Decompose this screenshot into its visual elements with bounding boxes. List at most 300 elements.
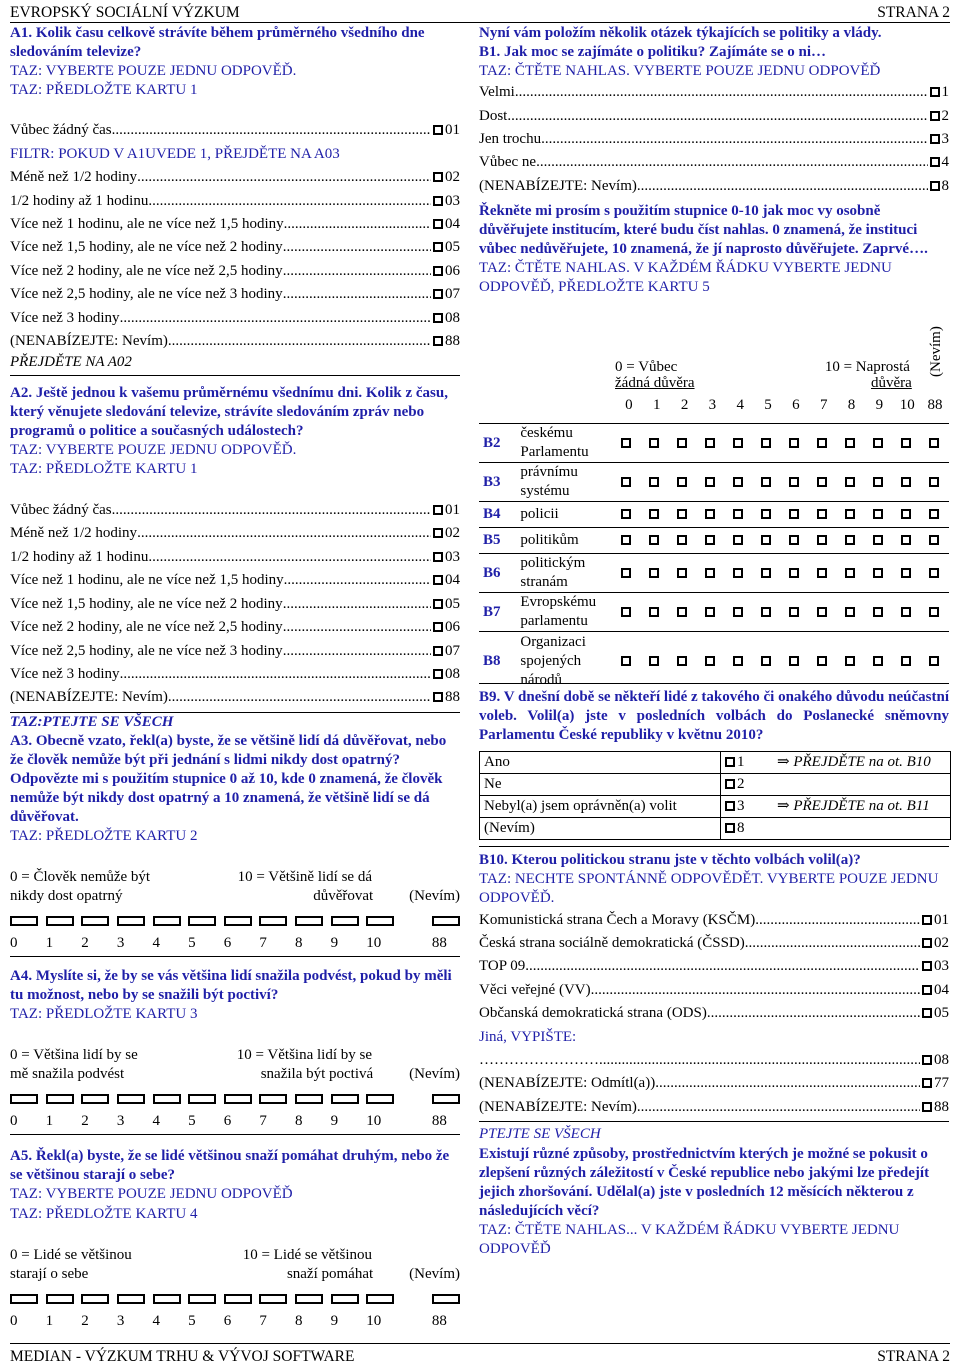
option-label: Vůbec žádný čas bbox=[10, 502, 112, 519]
answer-option[interactable] bbox=[10, 143, 460, 166]
b2-checkbox-icon[interactable] bbox=[733, 509, 743, 519]
b2-checkbox-icon[interactable] bbox=[901, 438, 911, 448]
b9-label: Ano bbox=[480, 752, 721, 774]
checkbox-icon[interactable] bbox=[922, 985, 932, 995]
leader-dots bbox=[283, 593, 431, 616]
checkbox-icon[interactable] bbox=[433, 125, 443, 135]
checkbox-icon[interactable] bbox=[922, 1008, 932, 1018]
answer-option[interactable] bbox=[479, 1072, 949, 1095]
code-text: 06 bbox=[445, 262, 460, 279]
b2-checkbox-icon[interactable] bbox=[621, 438, 631, 448]
a3-title bbox=[10, 732, 460, 827]
answer-option[interactable] bbox=[479, 979, 949, 1002]
answer-option[interactable] bbox=[10, 640, 460, 663]
scale-checkbox-icon[interactable] bbox=[117, 1294, 145, 1304]
b2-checkbox-icon[interactable] bbox=[677, 568, 687, 578]
checkbox-icon[interactable] bbox=[922, 1055, 932, 1065]
a5-inst2: TAZ: PŘEDLOŽTE KARTU 4 bbox=[10, 1205, 198, 1222]
b2-checkbox-icon[interactable] bbox=[873, 438, 883, 448]
b2-checkbox-icon[interactable] bbox=[789, 568, 799, 578]
scale-checkbox-icon[interactable] bbox=[432, 1094, 460, 1104]
checkbox-icon[interactable] bbox=[433, 336, 443, 346]
checkbox-icon[interactable] bbox=[433, 313, 443, 323]
b2-high bbox=[823, 359, 912, 391]
scale-checkbox-icon[interactable] bbox=[81, 916, 109, 926]
b2-checkbox-icon[interactable] bbox=[873, 607, 883, 617]
scale-checkbox-icon[interactable] bbox=[259, 1094, 287, 1104]
b2-checkbox-icon[interactable] bbox=[817, 477, 827, 487]
b2-checkbox-icon[interactable] bbox=[929, 438, 939, 448]
answer-option[interactable] bbox=[479, 1096, 949, 1119]
option-code bbox=[920, 1072, 949, 1095]
code-text: 02 bbox=[934, 935, 949, 952]
answer-option[interactable] bbox=[479, 128, 949, 151]
scale-checkbox-icon[interactable] bbox=[10, 916, 38, 926]
answer-option[interactable] bbox=[10, 546, 460, 569]
b2-checkbox-icon[interactable] bbox=[733, 607, 743, 617]
b9-checkbox-icon[interactable] bbox=[725, 757, 735, 767]
answer-option[interactable] bbox=[10, 593, 460, 616]
answer-option[interactable] bbox=[10, 569, 460, 592]
b2-checkbox-icon[interactable] bbox=[901, 656, 911, 666]
b2-checkbox-icon[interactable] bbox=[929, 535, 939, 545]
scale-checkbox-icon[interactable] bbox=[366, 1094, 394, 1104]
checkbox-icon[interactable] bbox=[922, 1078, 932, 1088]
b2-checkbox-icon[interactable] bbox=[761, 535, 771, 545]
scale-number: 88 bbox=[431, 1312, 447, 1329]
b2-checkbox-icon[interactable] bbox=[621, 477, 631, 487]
checkbox-icon[interactable] bbox=[433, 552, 443, 562]
code-text: 05 bbox=[445, 595, 460, 612]
arrow-right-icon: ⇒ bbox=[777, 798, 794, 815]
b2-checkbox-icon[interactable] bbox=[845, 656, 855, 666]
scale-number: 1 bbox=[45, 1113, 54, 1130]
b2-inst: TAZ: ČTĚTE NAHLAS. V KAŽDÉM ŘÁDKU VYBERTE JEDNU ODPOVĚĎ, PŘEDLOŽTE KARTU 5 bbox=[479, 260, 892, 296]
a5-scale bbox=[10, 1246, 460, 1332]
checkbox-icon[interactable] bbox=[433, 172, 443, 182]
option-code bbox=[431, 119, 460, 142]
scale-checkbox-icon[interactable] bbox=[432, 1294, 460, 1304]
answer-option[interactable] bbox=[479, 955, 949, 978]
checkbox-icon[interactable] bbox=[433, 289, 443, 299]
option-label: Více než 1 hodinu, ale ne více než 1,5 hodiny bbox=[10, 216, 284, 233]
answer-option[interactable] bbox=[10, 499, 460, 522]
answer-option[interactable] bbox=[10, 663, 460, 686]
scale-number: 9 bbox=[330, 1312, 339, 1329]
scale-number: 10 bbox=[366, 1113, 382, 1130]
b1-title: B1. Jak moc se zajímáte o politiku? Zajímáte se o ni… bbox=[479, 44, 827, 60]
option-label: Více než 1,5 hodiny, ale ne více než 2 hodiny bbox=[10, 595, 283, 612]
checkbox-icon[interactable] bbox=[433, 646, 443, 656]
scale-number: 3 bbox=[116, 1312, 125, 1329]
code-text: 4 bbox=[941, 154, 949, 171]
b2-checkbox-icon[interactable] bbox=[929, 656, 939, 666]
b2-checkbox-icon[interactable] bbox=[733, 438, 743, 448]
leader-dots bbox=[707, 1002, 920, 1025]
option-label: …………………… bbox=[479, 1052, 599, 1069]
option-label: Více než 3 hodiny bbox=[10, 665, 120, 682]
scale-checkbox-icon[interactable] bbox=[224, 1294, 252, 1304]
checkbox-icon[interactable] bbox=[922, 938, 932, 948]
b9-code: 8 bbox=[737, 820, 745, 837]
b2-checkbox-icon[interactable] bbox=[733, 656, 743, 666]
code-text: 06 bbox=[445, 619, 460, 636]
option-label: (NENABÍZEJTE: Nevím) bbox=[10, 689, 168, 706]
answer-option[interactable] bbox=[10, 522, 460, 545]
b2-checkbox-icon[interactable] bbox=[705, 535, 715, 545]
b2-checkbox-icon[interactable] bbox=[649, 607, 659, 617]
b2-checkbox-icon[interactable] bbox=[649, 509, 659, 519]
b2-checkbox-icon[interactable] bbox=[873, 535, 883, 545]
answer-option[interactable] bbox=[10, 213, 460, 236]
scale-checkbox-icon[interactable] bbox=[117, 1094, 145, 1104]
b2-scale-number: 5 bbox=[764, 397, 772, 414]
b2-checkbox-icon[interactable] bbox=[901, 535, 911, 545]
b2-row-label-a: policii bbox=[520, 506, 559, 523]
b2-checkbox-icon[interactable] bbox=[845, 607, 855, 617]
b2-checkbox-icon[interactable] bbox=[817, 438, 827, 448]
answer-option[interactable] bbox=[10, 260, 460, 283]
b2-checkbox-icon[interactable] bbox=[901, 477, 911, 487]
answer-option[interactable] bbox=[479, 1049, 949, 1072]
b2-scale-number: 6 bbox=[792, 397, 800, 414]
b9-row[interactable] bbox=[480, 818, 951, 840]
checkbox-icon[interactable] bbox=[930, 181, 940, 191]
option-code bbox=[431, 213, 460, 236]
b2-high-a: 10 = Naprostá bbox=[824, 359, 910, 376]
option-label: Více než 2 hodiny, ale ne více než 2,5 hodiny bbox=[10, 619, 283, 636]
checkbox-icon[interactable] bbox=[930, 134, 940, 144]
scale-checkbox-icon[interactable] bbox=[153, 916, 181, 926]
b2-checkbox-icon[interactable] bbox=[649, 438, 659, 448]
b2-row-code: B3 bbox=[483, 473, 501, 490]
checkbox-icon[interactable] bbox=[433, 669, 443, 679]
scale-number: 7 bbox=[259, 1113, 267, 1130]
a2-inst1: TAZ: VYBERTE POUZE JEDNU ODPOVĚĎ. bbox=[10, 441, 297, 458]
scale-checkbox-icon[interactable] bbox=[224, 1094, 252, 1104]
b2-row-label-b: spojených národů bbox=[520, 652, 582, 688]
b2-checkbox-icon[interactable] bbox=[677, 477, 687, 487]
b2-grid bbox=[479, 297, 949, 697]
b2-title: Řekněte mi prosím s použitím stupnice 0-10 jak moc vy osobně důvěřujete institucím, které budu číst nahlas. 0 znamená, že instituci vůbec nedůvěřujete, 10 znamená, že jí naprosto důvěřujete. Zaprvé…. bbox=[479, 203, 928, 258]
b2-checkbox-icon[interactable] bbox=[845, 535, 855, 545]
b2-checkbox-icon[interactable] bbox=[929, 568, 939, 578]
code-text: 04 bbox=[445, 216, 460, 233]
checkbox-icon[interactable] bbox=[922, 1102, 932, 1112]
b2-checkbox-icon[interactable] bbox=[789, 535, 799, 545]
option-code bbox=[920, 955, 949, 978]
b2-checkbox-icon[interactable] bbox=[705, 568, 715, 578]
b2-checkbox-icon[interactable] bbox=[789, 438, 799, 448]
option-label: FILTR: POKUD V A1UVEDE 1, PŘEJDĚTE NA A03 bbox=[10, 145, 340, 162]
scale-number: 2 bbox=[81, 935, 89, 952]
scale-checkbox-icon[interactable] bbox=[259, 1294, 287, 1304]
b9-row[interactable] bbox=[480, 774, 951, 796]
a3-taz: TAZ:PTEJTE SE VŠECH bbox=[10, 713, 174, 730]
scale-checkbox-icon[interactable] bbox=[295, 1294, 323, 1304]
scale-checkbox-icon[interactable] bbox=[366, 916, 394, 926]
header-page: STRANA 2 bbox=[877, 4, 950, 21]
b2-row-label-a: právnímu bbox=[520, 464, 578, 481]
a5-dk: (Nevím) bbox=[409, 1265, 460, 1282]
checkbox-icon[interactable] bbox=[930, 157, 940, 167]
answer-option[interactable] bbox=[479, 81, 949, 104]
b2-checkbox-icon[interactable] bbox=[761, 656, 771, 666]
b2-checkbox-icon[interactable] bbox=[845, 438, 855, 448]
a4-boxes bbox=[10, 1084, 460, 1110]
answer-option[interactable] bbox=[479, 1002, 949, 1025]
scale-checkbox-icon[interactable] bbox=[188, 916, 216, 926]
leader-dots bbox=[112, 499, 431, 522]
checkbox-icon[interactable] bbox=[433, 505, 443, 515]
b2-row-label-b: systému bbox=[520, 483, 570, 500]
b2-checkbox-icon[interactable] bbox=[929, 477, 939, 487]
b2-checkbox-icon[interactable] bbox=[817, 656, 827, 666]
b2-checkbox-icon[interactable] bbox=[789, 477, 799, 487]
scale-checkbox-icon[interactable] bbox=[117, 916, 145, 926]
leader-dots bbox=[515, 81, 928, 104]
b2-row-label-a: politickým bbox=[520, 555, 586, 572]
checkbox-icon[interactable] bbox=[433, 219, 443, 229]
checkbox-icon[interactable] bbox=[433, 599, 443, 609]
code-text: 88 bbox=[445, 689, 460, 706]
b9-checkbox-icon[interactable] bbox=[725, 823, 735, 833]
b2-checkbox-icon[interactable] bbox=[649, 568, 659, 578]
b2-checkbox-icon[interactable] bbox=[761, 509, 771, 519]
scale-number: 7 bbox=[259, 935, 267, 952]
answer-option[interactable] bbox=[479, 932, 949, 955]
b2-checkbox-icon[interactable] bbox=[705, 656, 715, 666]
option-code bbox=[928, 151, 950, 174]
b2-checkbox-icon[interactable] bbox=[901, 509, 911, 519]
b2-checkbox-icon[interactable] bbox=[873, 509, 883, 519]
option-label: 1/2 hodiny až 1 hodinu bbox=[10, 548, 149, 565]
scale-checkbox-icon[interactable] bbox=[46, 916, 74, 926]
a3-title-a: A3. Obecně vzato, řekl(a) byste, že se většině lidí dá důvěřovat, nebo že člověk nemůže být při jednání s lidmi nikdy dost opatrný? bbox=[10, 732, 447, 768]
scale-checkbox-icon[interactable] bbox=[331, 1094, 359, 1104]
b9-table bbox=[479, 751, 951, 840]
answer-option[interactable] bbox=[10, 236, 460, 259]
b2-checkbox-icon[interactable] bbox=[621, 568, 631, 578]
b2-checkbox-icon[interactable] bbox=[845, 509, 855, 519]
checkbox-icon[interactable] bbox=[433, 575, 443, 585]
answer-option[interactable] bbox=[10, 190, 460, 213]
b2-checkbox-icon[interactable] bbox=[873, 568, 883, 578]
b2-checkbox-icon[interactable] bbox=[705, 607, 715, 617]
answer-option[interactable] bbox=[10, 686, 460, 709]
answer-option[interactable] bbox=[10, 307, 460, 330]
leader-dots bbox=[148, 546, 431, 569]
code-text: 01 bbox=[445, 502, 460, 519]
b9-checkbox-icon[interactable] bbox=[725, 801, 735, 811]
answer-option[interactable] bbox=[479, 105, 949, 128]
answer-option[interactable] bbox=[10, 119, 460, 142]
leader-dots bbox=[283, 283, 431, 306]
b2-scale-number: 9 bbox=[875, 397, 884, 414]
option-label: Vůbec žádný čas bbox=[10, 122, 112, 139]
answer-option[interactable] bbox=[479, 1026, 949, 1049]
b2-checkbox-icon[interactable] bbox=[649, 656, 659, 666]
answer-option[interactable] bbox=[479, 909, 949, 932]
leader-dots bbox=[137, 522, 431, 545]
checkbox-icon[interactable] bbox=[922, 915, 932, 925]
scale-checkbox-icon[interactable] bbox=[46, 1294, 74, 1304]
scale-checkbox-icon[interactable] bbox=[81, 1094, 109, 1104]
b2-checkbox-icon[interactable] bbox=[733, 535, 743, 545]
code-text: 88 bbox=[934, 1098, 949, 1115]
checkbox-icon[interactable] bbox=[922, 961, 932, 971]
b2-checkbox-icon[interactable] bbox=[845, 477, 855, 487]
leader-dots bbox=[283, 236, 431, 259]
b2-checkbox-icon[interactable] bbox=[705, 438, 715, 448]
checkbox-icon[interactable] bbox=[433, 622, 443, 632]
b2-checkbox-icon[interactable] bbox=[789, 509, 799, 519]
footer-page: STRANA 2 bbox=[877, 1348, 950, 1365]
code-text: 05 bbox=[445, 239, 460, 256]
a3-low: 0 = Člověk nemůže být bbox=[10, 869, 151, 886]
scale-checkbox-icon[interactable] bbox=[153, 1294, 181, 1304]
b9-checkbox-icon[interactable] bbox=[725, 779, 735, 789]
b2-checkbox-icon[interactable] bbox=[761, 438, 771, 448]
a1-inst1: TAZ: VYBERTE POUZE JEDNU ODPOVĚĎ. bbox=[10, 63, 297, 79]
scale-checkbox-icon[interactable] bbox=[188, 1094, 216, 1104]
b2-checkbox-icon[interactable] bbox=[621, 656, 631, 666]
b2-row-label bbox=[520, 463, 612, 501]
b2-checkbox-icon[interactable] bbox=[789, 656, 799, 666]
b2-checkbox-icon[interactable] bbox=[901, 568, 911, 578]
scale-checkbox-icon[interactable] bbox=[295, 916, 323, 926]
b2-checkbox-icon[interactable] bbox=[761, 568, 771, 578]
b2-scale-number: 88 bbox=[927, 397, 943, 414]
b2-checkbox-icon[interactable] bbox=[789, 607, 799, 617]
a3-dk: (Nevím) bbox=[409, 888, 460, 905]
scale-checkbox-icon[interactable] bbox=[81, 1294, 109, 1304]
scale-checkbox-icon[interactable] bbox=[153, 1094, 181, 1104]
leader-dots bbox=[541, 128, 927, 151]
b2-checkbox-icon[interactable] bbox=[621, 509, 631, 519]
b2-checkbox-icon[interactable] bbox=[873, 477, 883, 487]
code-text: 77 bbox=[934, 1075, 949, 1092]
code-text: 88 bbox=[445, 333, 460, 350]
b10-options bbox=[479, 909, 949, 1120]
scale-checkbox-icon[interactable] bbox=[259, 916, 287, 926]
scale-checkbox-icon[interactable] bbox=[10, 1294, 38, 1304]
option-label: Velmi bbox=[479, 84, 515, 101]
code-text: 07 bbox=[445, 642, 460, 659]
b2-checkbox-icon[interactable] bbox=[677, 656, 687, 666]
b2-checkbox-icon[interactable] bbox=[705, 477, 715, 487]
b2-checkbox-icon[interactable] bbox=[677, 509, 687, 519]
b2-checkbox-icon[interactable] bbox=[649, 477, 659, 487]
b10-title: B10. Kterou politickou stranu jste v těchto volbách volil(a)? bbox=[479, 852, 861, 869]
a4-scale bbox=[10, 1046, 460, 1132]
b2-checkbox-icon[interactable] bbox=[733, 568, 743, 578]
scale-checkbox-icon[interactable] bbox=[331, 1294, 359, 1304]
b2-checkbox-icon[interactable] bbox=[817, 568, 827, 578]
b2-checkbox-icon[interactable] bbox=[733, 477, 743, 487]
scale-checkbox-icon[interactable] bbox=[10, 1094, 38, 1104]
footer-company: MEDIAN - VÝZKUM TRHU & VÝVOJ SOFTWARE bbox=[10, 1348, 355, 1365]
b2-checkbox-icon[interactable] bbox=[929, 509, 939, 519]
a4-inst: TAZ: PŘEDLOŽTE KARTU 3 bbox=[10, 1006, 198, 1023]
checkbox-icon[interactable] bbox=[433, 692, 443, 702]
option-label: Vůbec ne bbox=[479, 154, 537, 171]
b2-checkbox-icon[interactable] bbox=[761, 607, 771, 617]
b2-checkbox-icon[interactable] bbox=[705, 509, 715, 519]
a5-inst1: TAZ: VYBERTE POUZE JEDNU ODPOVĚĎ bbox=[10, 1186, 293, 1203]
checkbox-icon[interactable] bbox=[433, 528, 443, 538]
scale-checkbox-icon[interactable] bbox=[331, 916, 359, 926]
answer-option[interactable] bbox=[10, 616, 460, 639]
scale-number: 3 bbox=[116, 935, 125, 952]
code-text: 03 bbox=[445, 548, 460, 565]
checkbox-icon[interactable] bbox=[930, 111, 940, 121]
b2-checkbox-icon[interactable] bbox=[677, 607, 687, 617]
answer-option[interactable] bbox=[10, 283, 460, 306]
answer-option[interactable] bbox=[479, 175, 949, 198]
b2-checkbox-icon[interactable] bbox=[817, 509, 827, 519]
leader-dots bbox=[283, 260, 431, 283]
b2-checkbox-icon[interactable] bbox=[621, 607, 631, 617]
answer-option[interactable] bbox=[479, 151, 949, 174]
scale-number: 4 bbox=[152, 1113, 160, 1130]
option-code bbox=[920, 1002, 949, 1025]
b2-checkbox-icon[interactable] bbox=[761, 477, 771, 487]
b2-checkbox-icon[interactable] bbox=[649, 535, 659, 545]
b2-row-label bbox=[520, 554, 612, 592]
b2-checkbox-icon[interactable] bbox=[817, 607, 827, 617]
answer-option[interactable] bbox=[10, 166, 460, 189]
checkbox-icon[interactable] bbox=[433, 196, 443, 206]
b2-row-label-b: stranám bbox=[520, 574, 568, 591]
option-label: Komunistická strana Čech a Moravy (KSČM) bbox=[479, 911, 756, 928]
leader-dots bbox=[283, 640, 431, 663]
answer-option[interactable] bbox=[10, 330, 460, 353]
b2-checkbox-icon[interactable] bbox=[677, 535, 687, 545]
b2-checkbox-icon[interactable] bbox=[621, 535, 631, 545]
b2-checkbox-icon[interactable] bbox=[677, 438, 687, 448]
scale-number: 8 bbox=[295, 935, 303, 952]
b2-scale-number: 3 bbox=[708, 397, 717, 414]
b2-checkbox-icon[interactable] bbox=[845, 568, 855, 578]
scale-checkbox-icon[interactable] bbox=[432, 916, 460, 926]
a1-options bbox=[10, 119, 460, 353]
option-code bbox=[431, 330, 460, 353]
checkbox-icon[interactable] bbox=[433, 266, 443, 276]
scale-checkbox-icon[interactable] bbox=[46, 1094, 74, 1104]
b2-checkbox-icon[interactable] bbox=[817, 535, 827, 545]
leader-dots bbox=[168, 330, 431, 353]
scale-checkbox-icon[interactable] bbox=[188, 1294, 216, 1304]
a4-numbers bbox=[10, 1110, 460, 1132]
checkbox-icon[interactable] bbox=[930, 87, 940, 97]
b9-row[interactable] bbox=[480, 796, 951, 818]
a2-inst2: TAZ: PŘEDLOŽTE KARTU 1 bbox=[10, 460, 198, 477]
b2-checkbox-icon[interactable] bbox=[873, 656, 883, 666]
scale-checkbox-icon[interactable] bbox=[295, 1094, 323, 1104]
b9-row[interactable] bbox=[480, 752, 951, 774]
checkbox-icon[interactable] bbox=[433, 242, 443, 252]
scale-checkbox-icon[interactable] bbox=[224, 916, 252, 926]
b2-row-code: B6 bbox=[483, 564, 501, 581]
b2-checkbox-icon[interactable] bbox=[929, 607, 939, 617]
scale-checkbox-icon[interactable] bbox=[366, 1294, 394, 1304]
right-column bbox=[479, 24, 949, 1259]
option-label: Jen trochu bbox=[479, 131, 542, 148]
scale-number: 4 bbox=[152, 935, 160, 952]
b2-row-label bbox=[520, 505, 612, 524]
b2-checkbox-icon[interactable] bbox=[901, 607, 911, 617]
